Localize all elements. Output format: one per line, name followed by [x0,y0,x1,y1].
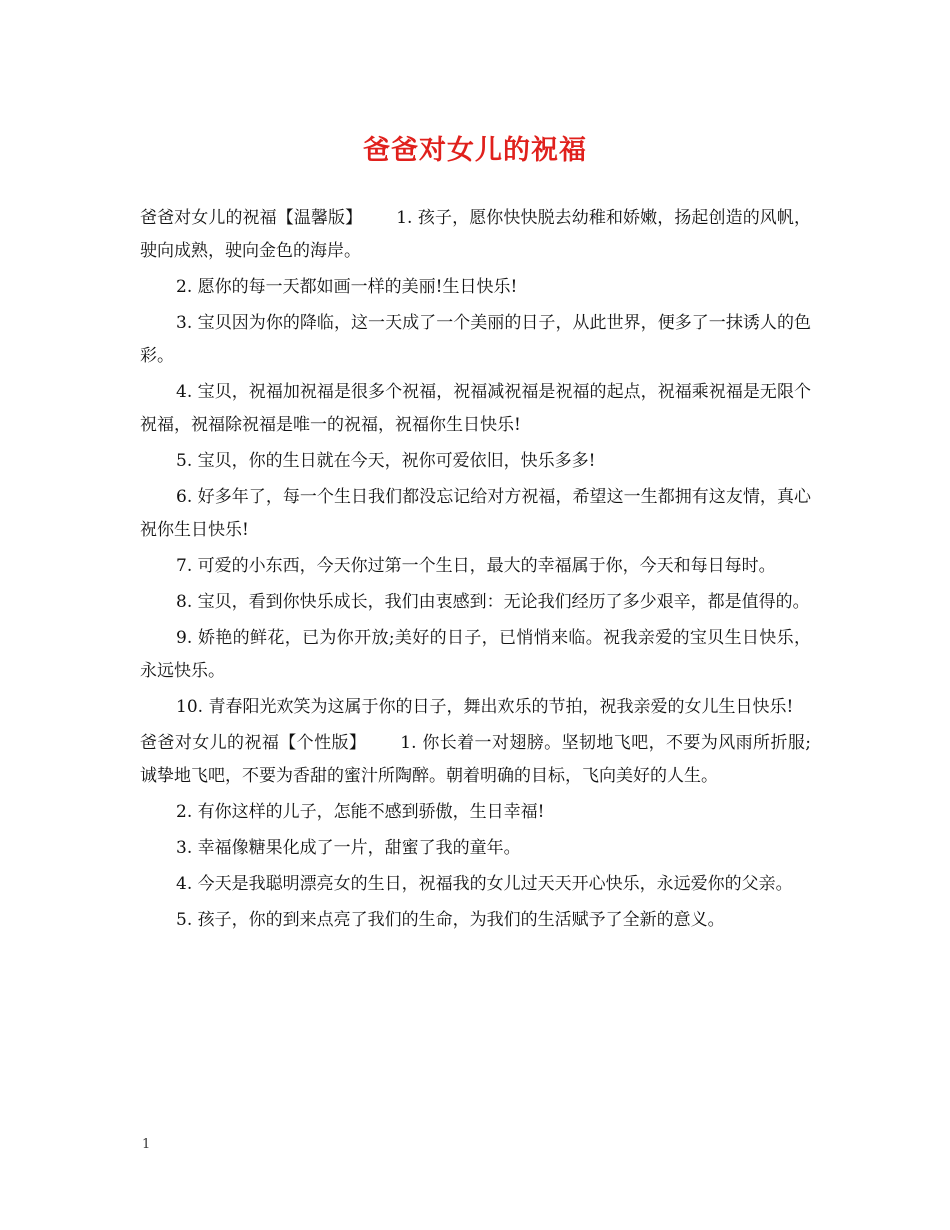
list-item: 10. 青春阳光欢笑为这属于你的日子，舞出欢乐的节拍，祝我亲爱的女儿生日快乐! [176,697,794,717]
document-body [140,202,811,940]
list-item: 5. 孩子，你的到来点亮了我们的生命，为我们的生活赋予了全新的意义。 [176,910,725,930]
section1-label: 爸爸对女儿的祝福【温馨版】 [140,208,363,228]
list-item: 1. 你长着一对翅膀。坚韧地飞吧，不要为风雨所折服;诚挚地飞吧，不要为香甜的蜜汁所陶醉。朝着明确的目标，飞向美好的人生。 [140,733,812,786]
list-item: 3. 幸福像糖果化成了一片，甜蜜了我的童年。 [176,838,521,858]
paragraph-section2-first [140,727,811,793]
list-item: 5. 宝贝，你的生日就在今天，祝你可爱依旧，快乐多多! [176,451,596,471]
list-item: 8. 宝贝，看到你快乐成长，我们由衷感到：无论我们经历了多少艰辛，都是值得的。 [176,592,810,612]
list-item: 2. 愿你的每一天都如画一样的美丽!生日快乐! [176,277,518,297]
page-number: 1 [142,1137,151,1152]
section2-label: 爸爸对女儿的祝福【个性版】 [140,733,367,753]
list-item: 4. 今天是我聪明漂亮女的生日，祝福我的女儿过天天开心快乐，永远爱你的父亲。 [176,874,793,894]
list-item: 1. 孩子，愿你快快脱去幼稚和娇嫩，扬起创造的风帆，驶向成熟，驶向金色的海岸。 [140,208,811,261]
document-title: 爸爸对女儿的祝福 [363,135,587,166]
paragraph-section1-first [140,202,811,268]
list-item: 2. 有你这样的儿子，怎能不感到骄傲，生日幸福! [176,802,545,822]
list-item: 3. 宝贝因为你的降临，这一天成了一个美丽的日子，从此世界，便多了一抹诱人的色彩。 [140,313,811,366]
list-item: 4. 宝贝，祝福加祝福是很多个祝福，祝福减祝福是祝福的起点，祝福乘祝福是无限个祝福，祝福除祝福是唯一的祝福，祝福你生日快乐! [140,382,811,435]
list-item: 6. 好多年了，每一个生日我们都没忘记给对方祝福，希望这一生都拥有这友情，真心祝你生日快乐! [140,487,811,540]
list-item: 9. 娇艳的鲜花，已为你开放;美好的日子，已悄悄来临。祝我亲爱的宝贝生日快乐，永远快乐。 [140,628,811,681]
list-item: 7. 可爱的小东西，今天你过第一个生日，最大的幸福属于你，今天和每日每时。 [176,556,776,576]
